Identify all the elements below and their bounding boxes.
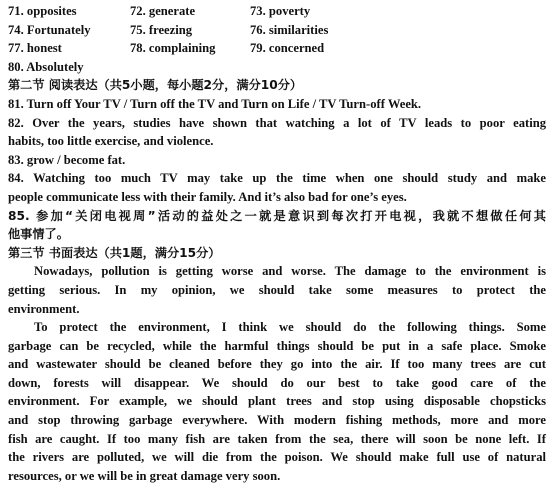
answer-79: 79. concerned xyxy=(250,41,325,56)
essay-paragraph-2 xyxy=(8,318,546,485)
answer-74: 74. Fortunately xyxy=(8,22,91,37)
essay-line: environment. For example, we should plant trees and stop using disposable chopsticks xyxy=(8,394,546,409)
essay-line: fish are caught. If too many fish are taken from the sea, there will soon be none left. If xyxy=(8,431,546,446)
essay-line: the rivers are polluted, we will die from the poison. We should make full use of natural xyxy=(8,450,546,465)
section-3 xyxy=(8,244,546,486)
essay-line: Nowadays, pollution is getting worse and worse. The damage to the environment is xyxy=(34,264,546,279)
answer-84-line-1: 84. Watching too much TV may take up the time when one should study and make xyxy=(8,171,546,186)
essay-line: down, forests will disappear. We should do our best to take good care of the xyxy=(8,375,546,390)
answer-75: 75. freezing xyxy=(130,22,193,37)
answer-row xyxy=(8,58,546,77)
answer-72: 72. generate xyxy=(130,4,196,18)
answers-grid xyxy=(8,2,546,76)
answer-71: 71. opposites xyxy=(8,4,77,18)
answer-82-line-2: habits, too little exercise, and violence. xyxy=(8,134,214,149)
answer-82-line-1: 82. Over the years, studies have shown that watching a lot of TV leads to poor eating xyxy=(8,115,546,130)
answer-84-line-2: people communicate less with their family. And it’s also bad for one’s eyes. xyxy=(8,189,407,204)
essay-line: environment. xyxy=(8,301,80,316)
section-2 xyxy=(8,76,546,243)
section-2-heading: 第二节 阅读表达（共5小题，每小题2分，满分10分） xyxy=(8,78,303,93)
answer-73: 73. poverty xyxy=(250,4,311,18)
answer-83: 83. grow / become fat. xyxy=(8,152,126,167)
essay-line: and wastewater should be cleaned before they go into the air. If too many trees are cut xyxy=(8,357,546,372)
answer-81: 81. Turn off Your TV / Turn off the TV and Turn on Life / TV Turn-off Week. xyxy=(8,96,422,111)
essay-line: To protect the environment, I think we should do the following things. Some xyxy=(34,320,546,335)
essay-paragraph-1 xyxy=(8,262,546,318)
essay-line: garbage can be recycled, while the harmful things should be put in a safe place. Smoke xyxy=(8,338,546,353)
answer-80: 80. Absolutely xyxy=(8,59,84,74)
answer-row xyxy=(8,39,546,58)
answer-row xyxy=(8,2,546,21)
answer-85-line-2: 他事情了。 xyxy=(8,227,69,242)
answer-76: 76. similarities xyxy=(250,22,329,37)
section-3-heading: 第三节 书面表达（共1题，满分15分） xyxy=(8,245,221,260)
essay-line: resources, or we will be in great damage very soon. xyxy=(8,468,281,483)
answer-85-line-1: 85. 参加“关闭电视周”活动的益处之一就是意识到每次打开电视，我就不想做任何其 xyxy=(8,208,546,223)
answer-77: 77. honest xyxy=(8,41,62,56)
essay-line: getting serious. In my opinion, we should take some measures to protect the xyxy=(8,282,546,297)
answer-78: 78. complaining xyxy=(130,41,216,56)
essay-line: and stop throwing garbage everywhere. With modern fishing methods, more and more xyxy=(8,413,546,428)
answer-row xyxy=(8,21,546,40)
